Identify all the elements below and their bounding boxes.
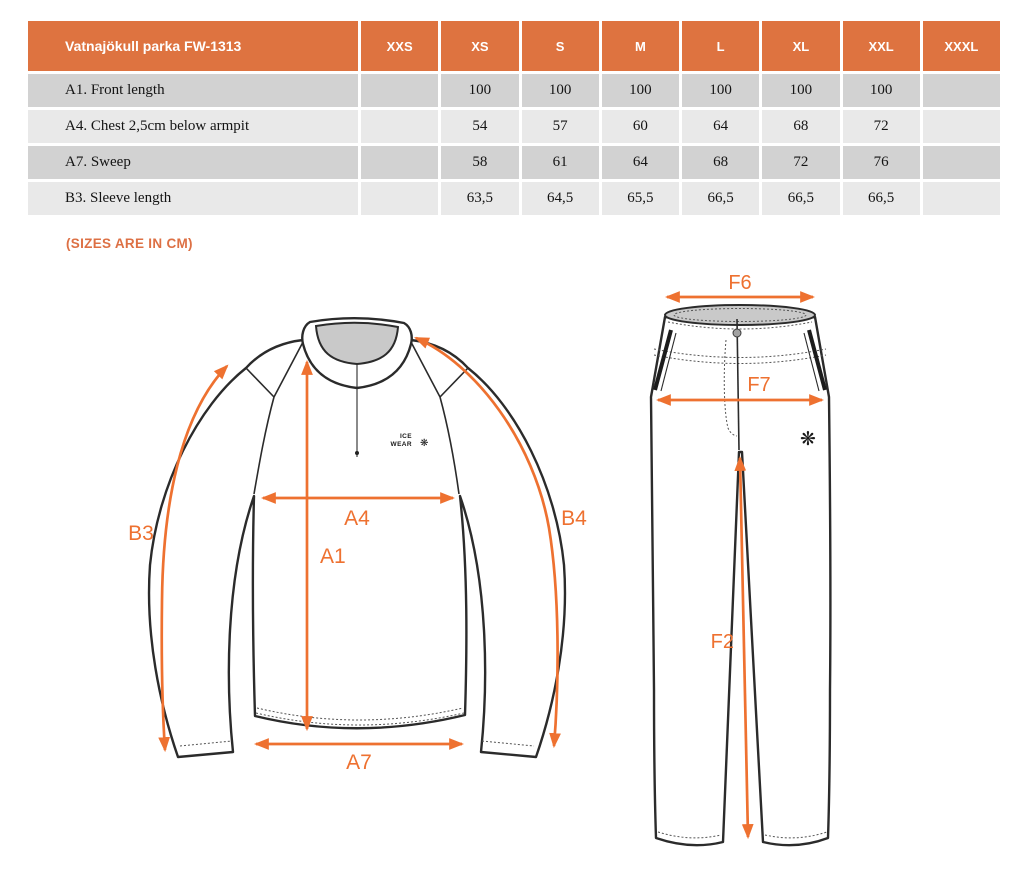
- value-cell: [361, 110, 438, 143]
- pants-outline: [651, 317, 830, 845]
- value-cell: 100: [441, 74, 518, 107]
- value-cell: 100: [522, 74, 599, 107]
- size-header-xl: XL: [762, 21, 839, 71]
- pants-button: [733, 329, 741, 337]
- size-header-s: S: [522, 21, 599, 71]
- value-cell: 72: [843, 110, 920, 143]
- value-cell: 63,5: [441, 182, 518, 215]
- value-cell: 58: [441, 146, 518, 179]
- value-cell: 64: [682, 110, 759, 143]
- size-header-l: L: [682, 21, 759, 71]
- sizes-note: (SIZES ARE IN CM): [66, 236, 193, 251]
- pants-waist-opening: [665, 305, 815, 325]
- value-cell: 100: [682, 74, 759, 107]
- row-label-sleeve-length: B3. Sleeve length: [28, 182, 358, 215]
- f6-measure-label: F6: [728, 272, 752, 294]
- value-cell: 65,5: [602, 182, 679, 215]
- value-cell: 68: [682, 146, 759, 179]
- size-header-m: M: [602, 21, 679, 71]
- value-cell: 100: [762, 74, 839, 107]
- jacket-logo-text-line1: ICE: [399, 433, 412, 440]
- value-cell: 64,5: [522, 182, 599, 215]
- value-cell: 100: [843, 74, 920, 107]
- value-cell: [361, 182, 438, 215]
- jacket-logo-snowflake-icon: ❋: [420, 438, 429, 449]
- b4-measure-label: B4: [561, 507, 587, 530]
- value-cell: 100: [602, 74, 679, 107]
- value-cell: [361, 146, 438, 179]
- value-cell: 64: [602, 146, 679, 179]
- row-label-chest: A4. Chest 2,5cm below armpit: [28, 110, 358, 143]
- value-cell: 60: [602, 110, 679, 143]
- pants-logo-snowflake-icon: ❋: [800, 428, 816, 450]
- value-cell: 76: [843, 146, 920, 179]
- size-table: [28, 21, 1000, 215]
- pants-diagram: [615, 270, 855, 870]
- value-cell: 66,5: [762, 182, 839, 215]
- value-cell: 66,5: [843, 182, 920, 215]
- value-cell: 61: [522, 146, 599, 179]
- value-cell: 57: [522, 110, 599, 143]
- value-cell: 72: [762, 146, 839, 179]
- jacket-diagram: [60, 280, 600, 820]
- f7-measure-label: F7: [747, 374, 771, 396]
- a4-measure-label: A4: [344, 507, 370, 530]
- a7-measure-label: A7: [346, 751, 372, 774]
- table-title: Vatnajökull parka FW-1313: [28, 21, 358, 71]
- value-cell: 66,5: [682, 182, 759, 215]
- row-label-front-length: A1. Front length: [28, 74, 358, 107]
- a1-measure-label: A1: [320, 545, 346, 568]
- row-label-sweep: A7. Sweep: [28, 146, 358, 179]
- value-cell: [361, 74, 438, 107]
- size-header-xxs: XXS: [361, 21, 438, 71]
- value-cell: 54: [441, 110, 518, 143]
- size-header-xxl: XXL: [843, 21, 920, 71]
- b3-measure-label: B3: [128, 522, 154, 545]
- value-cell: [923, 110, 1000, 143]
- value-cell: [923, 74, 1000, 107]
- value-cell: 68: [762, 110, 839, 143]
- value-cell: [923, 182, 1000, 215]
- size-header-xxxl: XXXL: [923, 21, 1000, 71]
- jacket-zipper-pull: [355, 451, 359, 455]
- f2-measure-label: F2: [710, 631, 734, 653]
- jacket-logo-text-line2: WEAR: [390, 441, 412, 448]
- size-header-xs: XS: [441, 21, 518, 71]
- value-cell: [923, 146, 1000, 179]
